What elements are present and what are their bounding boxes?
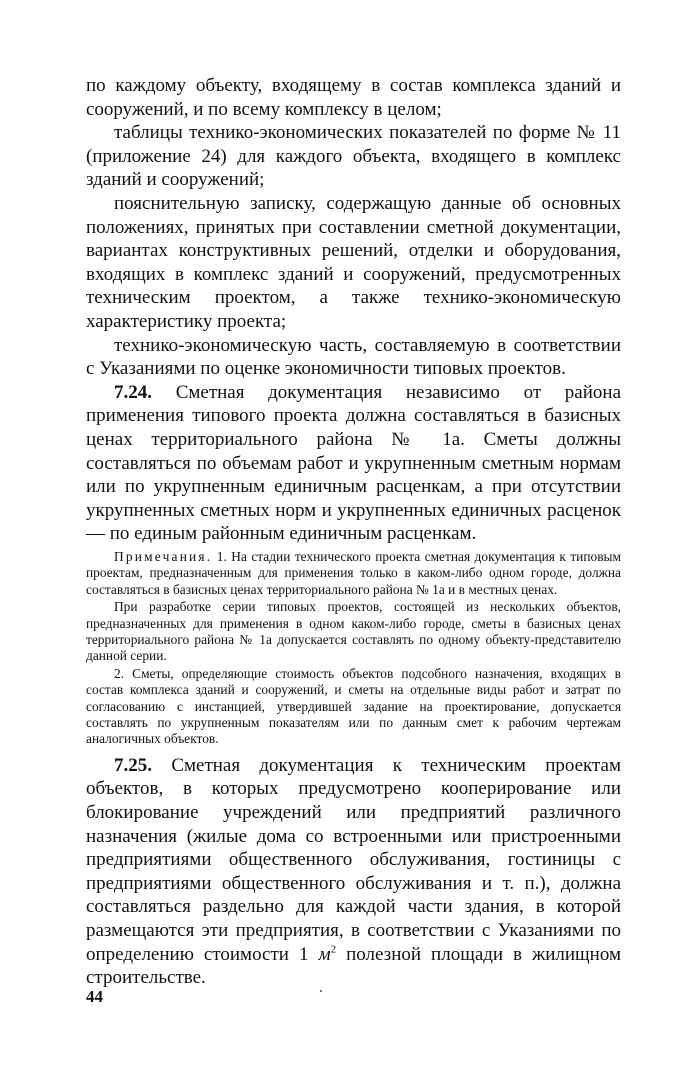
note-1 bbox=[86, 549, 621, 598]
paragraph-continuation: по каждому объекту, входящему в состав комплекса зданий и сооружений, и по всему комплексу в целом; bbox=[86, 75, 621, 120]
page-number: 44 bbox=[86, 987, 103, 1006]
note-2: 2. Сметы, определяющие стоимость объектов подсобного назначения, входящих в состав комплекса зданий и сооружений, и сметы на отдельные виды работ и затрат по согласованию с инстанцией, утвердившей задание на проектирование, допускается составлять по укрупненным показателям или по данным смет к рабочим чертежам аналогичных объектов. bbox=[86, 665, 621, 747]
section-7-25-tail: полезной площади в жилищном строительстве. bbox=[86, 943, 621, 989]
paragraph-tables: таблицы технико-экономических показателей по форме № 11 (приложение 24) для каждого объекта, входящего в комплекс зданий и сооружений; bbox=[86, 122, 621, 191]
section-7-24 bbox=[86, 381, 621, 546]
notes-block bbox=[86, 549, 621, 748]
unit-symbol: м bbox=[318, 943, 331, 965]
print-speck bbox=[320, 990, 322, 992]
notes-heading: Примечания. bbox=[114, 548, 213, 564]
paragraph-economic-part: технико-экономическую часть, составляемую в соответствии с Указаниями по оценке экономичности типовых проектов. bbox=[86, 334, 621, 380]
section-7-25-text: Сметная документация к техническим проектам объектов, в которых предусмотрено кооперирование или блокирование учреждений или предприятий различного назначения (жилые дома со встроенными или пристроенными предприятиями общественного обслуживания, гостиницы с предприятиями общественного обслуживания и т. п.), должна составляться раздельно для каждой части здания, в которой размещаются эти предприятия, в соответствии с Указаниями по определению стоимости 1 bbox=[86, 754, 622, 965]
section-7-24-text: Сметная документация независимо от района применения типового проекта должна составляться в базисных ценах территориального района № 1а. Сметы должны составляться по объемам работ и укрупненным сметным нормам или по укрупненным единичным расценкам, а при отсутствии укрупненных сметных норм и укрупненных единичных расценок — по единым районным единичным расценкам. bbox=[86, 381, 622, 545]
unit-power: 2 bbox=[330, 943, 337, 956]
note-1-continuation: При разработке серии типовых проектов, состоящей из нескольких объектов, предназначенных для применения в одном каком-либо городе, сметы в базисных ценах территориального района № 1а допускается составлять по одному объекту-представителю данной серии. bbox=[86, 599, 621, 664]
paragraph-explanatory-note: пояснительную записку, содержащую данные об основных положениях, принятых при составлении сметной документации, вариантах конструктивных решений, отделки и оборудования, входящих в комплекс зданий и сооружений, предусмотренных техническим проектом, а также технико-экономическую характеристику проекта; bbox=[86, 192, 621, 332]
document-page bbox=[86, 74, 621, 990]
section-7-24-number: 7.24. bbox=[114, 381, 152, 403]
note-1-text: 1. На стадии технического проекта сметная документация к типовым проектам, предназначенным для применения только в каком-либо одном городе, должна составляться в базисных ценах территориального района № 1а и в местных ценах. bbox=[86, 548, 621, 597]
section-7-25-number: 7.25. bbox=[114, 754, 152, 776]
section-7-25 bbox=[86, 754, 621, 990]
